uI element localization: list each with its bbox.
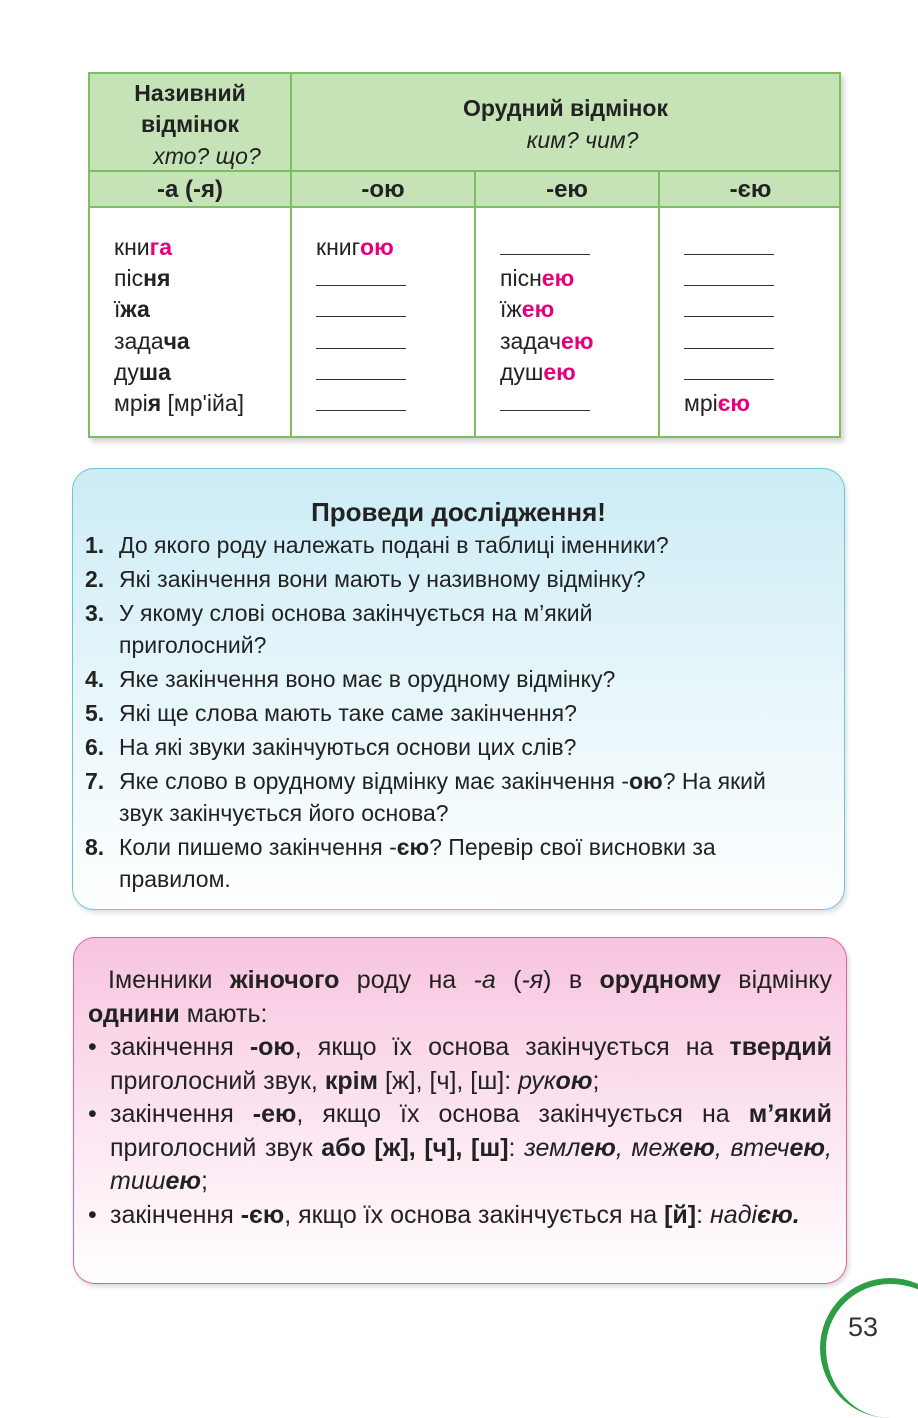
question-item: 4. Яке закінчення воно має в орудному відмінку? bbox=[85, 666, 616, 692]
word: їжею bbox=[500, 296, 555, 323]
ending-yeyu: -єю bbox=[729, 176, 772, 203]
case-table bbox=[88, 72, 841, 438]
nominative-title: Називний відмінок bbox=[134, 80, 246, 137]
rule-bullet: • закінчення -ею, якщо їх основа закінчується на м’який приголосний звук або [ж], [ч], [ш]: землею, межею, втечею, тишею; bbox=[88, 1098, 832, 1199]
eyu-words bbox=[500, 232, 593, 419]
table-divider bbox=[474, 172, 476, 436]
word: піснею bbox=[500, 265, 575, 292]
question-item: 5. Які ще слова мають таке саме закінчення? bbox=[85, 700, 577, 726]
word: пісня bbox=[114, 265, 171, 292]
answer-blank[interactable] bbox=[500, 388, 590, 411]
word: мрія [мр'ійа] bbox=[114, 389, 245, 416]
question-8-text: Коли пишемо закінчення -єю? Перевір свої висновки за правилом. bbox=[119, 834, 723, 892]
word: душа bbox=[114, 358, 171, 385]
oyu-words bbox=[316, 232, 406, 419]
answer-blank[interactable] bbox=[684, 263, 774, 286]
word: мрією bbox=[684, 389, 751, 416]
word: задачею bbox=[500, 327, 594, 354]
nominative-header bbox=[90, 78, 290, 174]
word: книгою bbox=[316, 234, 394, 260]
yeyu-words bbox=[684, 232, 774, 419]
rule-intro: Іменники жіночого роду на -а (-я) в орудному відмінку однини мають: bbox=[88, 966, 832, 1028]
answer-blank[interactable] bbox=[684, 326, 774, 349]
word: їжа bbox=[114, 296, 150, 323]
rule-text bbox=[88, 964, 832, 1232]
ending-eyu: -ею bbox=[546, 176, 588, 203]
answer-blank[interactable] bbox=[316, 388, 406, 411]
instrumental-title: Орудний відмінок bbox=[462, 95, 668, 121]
instrumental-question: ким? чим? bbox=[526, 127, 639, 153]
rule-bullet: • закінчення -єю, якщо їх основа закінчується на [й]: надією. bbox=[88, 1199, 832, 1233]
table-divider bbox=[658, 172, 660, 436]
question-item: 3. У якому слові основа закінчується на м’який приголосний? bbox=[85, 600, 593, 658]
question-item: 2. Які закінчення вони мають у називному відмінку? bbox=[85, 566, 646, 592]
research-title: Проведи дослідження! bbox=[311, 497, 606, 527]
word: душею bbox=[500, 358, 576, 385]
answer-blank[interactable] bbox=[500, 232, 590, 255]
rule-box bbox=[73, 937, 847, 1284]
ending-a-ya: -а (-я) bbox=[157, 176, 223, 203]
word: книга bbox=[114, 234, 172, 260]
research-box bbox=[72, 468, 845, 910]
question-list bbox=[85, 529, 825, 897]
ending-oyu: -ою bbox=[361, 176, 405, 203]
answer-blank[interactable] bbox=[684, 294, 774, 317]
question-item: 7. Яке слово в орудному відмінку має закінчення -ою? На який звук закінчується його основа? bbox=[85, 768, 766, 826]
word: задача bbox=[114, 327, 190, 354]
question-item: 8. Коли пишемо закінчення -єю? Перевір свої висновки за правилом. bbox=[85, 834, 723, 892]
answer-blank[interactable] bbox=[684, 232, 774, 255]
question-7-text: Яке слово в орудному відмінку має закінчення -ою? На який звук закінчується його основа? bbox=[119, 768, 766, 826]
page-number: 53 bbox=[848, 1312, 879, 1342]
answer-blank[interactable] bbox=[316, 326, 406, 349]
answer-blank[interactable] bbox=[684, 357, 774, 380]
page-corner-arc bbox=[820, 1278, 918, 1418]
question-item: 6. На які звуки закінчуються основи цих слів? bbox=[85, 734, 577, 760]
answer-blank[interactable] bbox=[316, 263, 406, 286]
nominative-question: хто? що? bbox=[153, 143, 261, 169]
answer-blank[interactable] bbox=[316, 294, 406, 317]
rule-bullet: • закінчення -ою, якщо їх основа закінчується на твердий приголосний звук, крім [ж], [ч], [ш]: рукою; bbox=[88, 1031, 832, 1098]
answer-blank[interactable] bbox=[316, 357, 406, 380]
instrumental-header bbox=[290, 93, 841, 158]
nominative-words bbox=[114, 232, 244, 419]
question-item: 1. До якого роду належать подані в таблиці іменники? bbox=[85, 532, 669, 558]
